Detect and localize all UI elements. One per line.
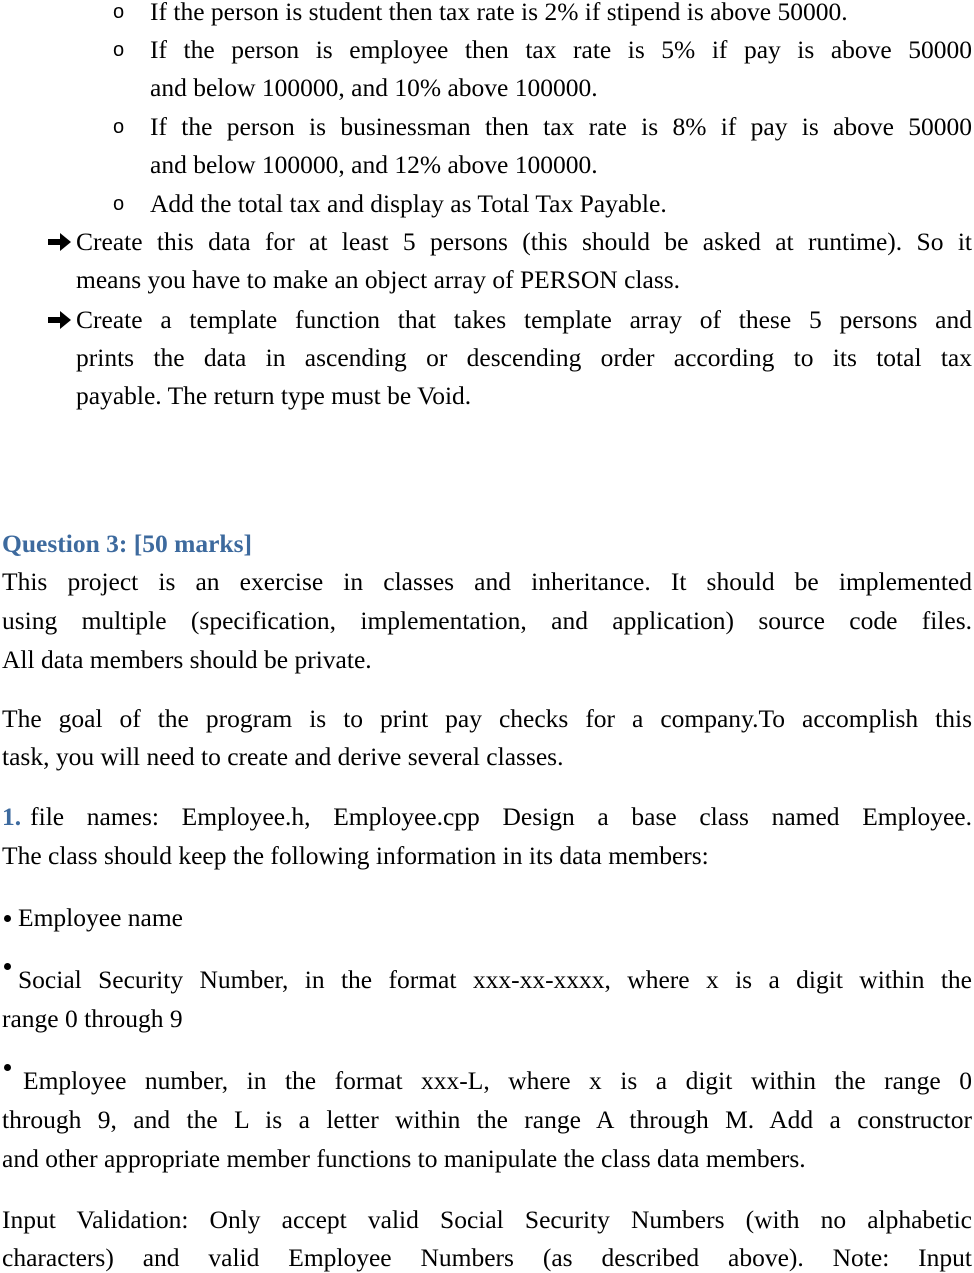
sub-bullet-marker: o	[113, 116, 125, 138]
sub-bullet-line: If the person is employee then tax rate is 5% if pay is above 50000	[150, 35, 972, 64]
arrow-bullet-line: Create a template function that takes template array of these 5 persons and	[76, 305, 972, 334]
question-heading: Question 3: [50 marks]	[2, 529, 253, 558]
arrow-right-icon	[44, 305, 74, 335]
member-line: through 9, and the L is a letter within the range A through M. Add a constructor	[2, 1105, 972, 1134]
member-item	[2, 903, 183, 933]
item-1-line: The class should keep the following information in its data members:	[2, 841, 709, 870]
member-line: range 0 through 9	[2, 1004, 183, 1033]
sub-bullet-marker: o	[113, 1, 125, 23]
arrow-bullet-line: payable. The return type must be Void.	[76, 381, 472, 410]
member-text: Employee number, in the format xxx-L, where x is a digit within the range 0	[23, 1066, 972, 1095]
member-text: Employee name	[18, 903, 183, 932]
sub-bullet-line: Add the total tax and display as Total Tax Payable.	[150, 189, 667, 218]
item-1-first-line	[2, 802, 972, 832]
member-text: Social Security Number, in the format xxx-xx-xxxx, where x is a digit within the	[18, 965, 972, 994]
arrow-bullet-line: means you have to make an object array of PERSON class.	[76, 265, 681, 294]
bullet-dot-icon	[4, 915, 11, 922]
arrow-bullet-line: prints the data in ascending or descending order according to its total tax	[76, 343, 972, 372]
goal-line: The goal of the program is to print pay checks for a company.To accomplish this	[2, 704, 972, 733]
intro-line: This project is an exercise in classes and inheritance. It should be implemented	[2, 567, 972, 596]
sub-bullet-line: and below 100000, and 12% above 100000.	[150, 150, 598, 179]
member-line: and other appropriate member functions to manipulate the class data members.	[2, 1144, 806, 1173]
sub-bullet-marker: o	[113, 39, 125, 61]
goal-line: task, you will need to create and derive several classes.	[2, 742, 564, 771]
arrow-bullet-line: Create this data for at least 5 persons (this should be asked at runtime). So it	[76, 227, 972, 256]
bullet-dot-icon	[4, 1064, 11, 1071]
arrow-right-icon	[44, 227, 74, 257]
intro-line: All data members should be private.	[2, 645, 372, 674]
sub-bullet-marker: o	[113, 193, 125, 215]
member-item	[2, 1066, 972, 1096]
sub-bullet-line: If the person is student then tax rate is 2% if stipend is above 50000.	[150, 0, 848, 26]
bullet-dot-icon	[4, 963, 11, 970]
item-1-number: 1.	[2, 802, 22, 831]
validation-line: characters) and valid Employee Numbers (as described above). Note: Input	[2, 1243, 972, 1272]
sub-bullet-line: If the person is businessman then tax rate is 8% if pay is above 50000	[150, 112, 972, 141]
item-1-text: file names: Employee.h, Employee.cpp Design a base class named Employee.	[30, 802, 972, 831]
validation-line: Input Validation: Only accept valid Social Security Numbers (with no alphabetic	[2, 1205, 972, 1234]
sub-bullet-line: and below 100000, and 10% above 100000.	[150, 73, 598, 102]
intro-line: using multiple (specification, implementation, and application) source code files.	[2, 606, 972, 635]
member-item	[2, 965, 972, 995]
